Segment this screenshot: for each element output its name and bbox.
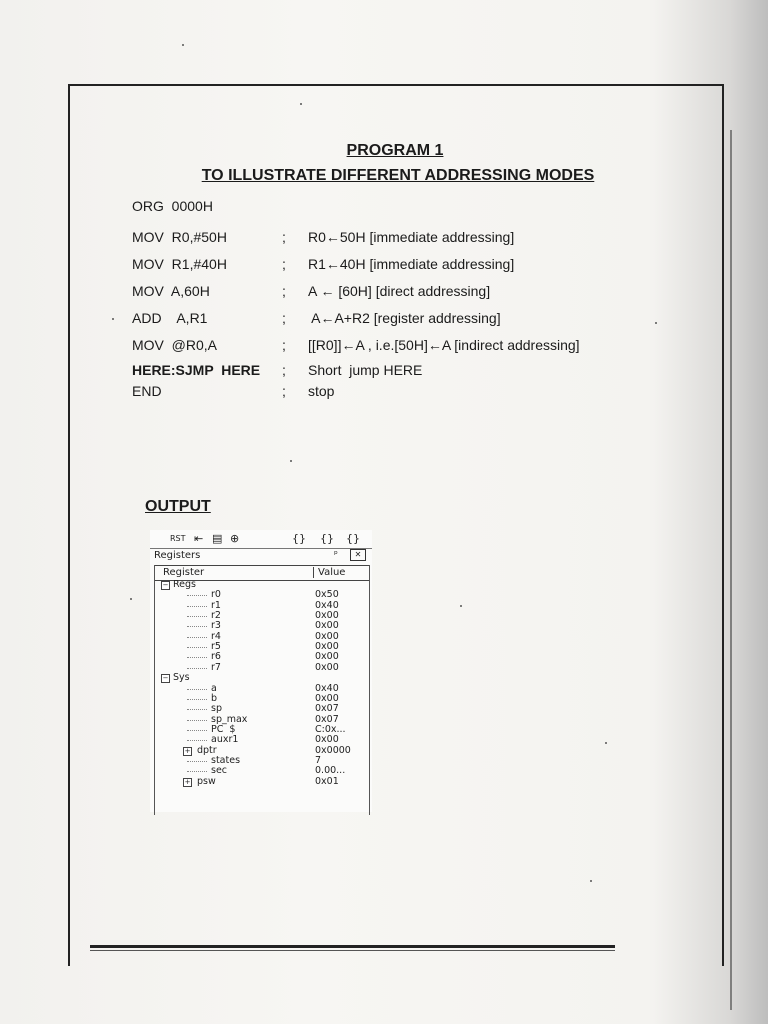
column-header-register: Register bbox=[163, 567, 205, 578]
collapse-icon[interactable]: − bbox=[162, 674, 169, 683]
tree-guide bbox=[187, 616, 207, 617]
register-value: 7 bbox=[315, 754, 322, 766]
register-value: 0x00 bbox=[315, 630, 339, 642]
reset-icon[interactable]: RST bbox=[170, 534, 186, 543]
register-name: r1 bbox=[211, 599, 221, 611]
tree-guide bbox=[187, 771, 207, 772]
register-value: 0x01 bbox=[315, 775, 339, 787]
register-name: sp_max bbox=[211, 713, 248, 725]
register-value: 0x00 bbox=[315, 734, 339, 746]
output-title: OUTPUT bbox=[145, 498, 211, 515]
register-value: 0x00 bbox=[315, 692, 339, 704]
assembly-code bbox=[132, 198, 692, 414]
registers-grid bbox=[154, 565, 370, 815]
register-value: 0x07 bbox=[315, 703, 339, 715]
register-name: auxr1 bbox=[211, 734, 239, 746]
comment: R1←40H [immediate addressing] bbox=[308, 256, 515, 272]
register-value: 0x00 bbox=[315, 620, 339, 632]
register-name: r3 bbox=[211, 620, 221, 632]
code-line bbox=[132, 383, 692, 410]
tree-guide bbox=[187, 647, 207, 648]
register-value: 0x50 bbox=[315, 589, 339, 601]
watch-icon[interactable]: ⊕ bbox=[230, 532, 240, 545]
tree-guide bbox=[187, 595, 207, 596]
tree-guide bbox=[187, 740, 207, 741]
scan-speck bbox=[605, 742, 607, 744]
register-name: PC $ bbox=[211, 723, 236, 735]
step-into-icon[interactable]: {} bbox=[292, 532, 306, 545]
registers-window bbox=[150, 530, 372, 812]
debug-toolbar bbox=[150, 530, 372, 549]
scan-speck bbox=[655, 322, 657, 324]
register-name: a bbox=[211, 682, 217, 694]
instruction: MOV @R0,A bbox=[132, 337, 218, 353]
pin-icon[interactable]: ᵖ bbox=[334, 550, 338, 560]
register-name: r4 bbox=[211, 630, 221, 642]
comment: R0←50H [immediate addressing] bbox=[308, 229, 515, 245]
comment: A ← [60H] [direct addressing] bbox=[308, 283, 491, 299]
tree-guide bbox=[187, 720, 207, 721]
register-value: 0x00 bbox=[315, 651, 339, 663]
bottom-rule bbox=[90, 945, 615, 948]
scan-speck bbox=[460, 605, 462, 607]
register-value: 0x00 bbox=[315, 610, 339, 622]
register-name: r0 bbox=[211, 589, 221, 601]
page-edge-shadow bbox=[730, 130, 732, 1010]
separator: ; bbox=[282, 310, 286, 326]
instruction: ORG 0000H bbox=[132, 198, 213, 214]
memory-icon[interactable]: ▤ bbox=[212, 532, 223, 545]
bottom-rule-thin bbox=[90, 950, 615, 951]
expand-icon[interactable]: + bbox=[184, 746, 191, 755]
register-name: b bbox=[211, 692, 218, 704]
register-value: 0x00 bbox=[315, 661, 339, 673]
registers-title: Registers bbox=[154, 550, 201, 561]
scan-speck bbox=[290, 460, 292, 462]
close-icon[interactable]: ✕ bbox=[350, 549, 366, 561]
register-name: states bbox=[211, 754, 241, 766]
code-line bbox=[132, 198, 692, 225]
separator: ; bbox=[282, 283, 286, 299]
tree-guide bbox=[187, 761, 207, 762]
register-row[interactable] bbox=[155, 746, 369, 756]
separator: ; bbox=[282, 383, 286, 399]
tree-guide bbox=[187, 606, 207, 607]
comment: [[R0]]←A , i.e.[50H]←A [indirect addressing] bbox=[308, 337, 580, 353]
register-name: r7 bbox=[211, 661, 221, 673]
code-line bbox=[132, 283, 692, 310]
tree-guide bbox=[187, 709, 207, 710]
register-value: 0x0000 bbox=[315, 744, 351, 756]
code-line bbox=[132, 256, 692, 283]
register-value: 0x40 bbox=[315, 599, 339, 611]
separator: ; bbox=[282, 256, 286, 272]
register-value: 0x00 bbox=[315, 641, 339, 653]
tree-guide bbox=[187, 730, 207, 731]
column-header-value: Value bbox=[313, 567, 370, 578]
expand-icon[interactable]: + bbox=[184, 777, 191, 786]
register-name: dptr bbox=[197, 744, 217, 756]
register-value: C:0x... bbox=[315, 723, 346, 735]
register-row[interactable] bbox=[155, 673, 369, 683]
code-line bbox=[132, 337, 692, 364]
instruction: ADD A,R1 bbox=[132, 310, 208, 326]
separator: ; bbox=[282, 337, 286, 353]
comment: A←A+R2 [register addressing] bbox=[308, 310, 501, 326]
register-value: 0.00... bbox=[315, 765, 346, 777]
scan-speck bbox=[590, 880, 592, 882]
scan-speck bbox=[300, 103, 302, 105]
tree-guide bbox=[187, 626, 207, 627]
separator: ; bbox=[282, 229, 286, 245]
register-name: Regs bbox=[173, 579, 196, 590]
register-name: r2 bbox=[211, 610, 221, 622]
scan-speck bbox=[182, 44, 184, 46]
scan-speck bbox=[130, 598, 132, 600]
tree-guide bbox=[187, 699, 207, 700]
step-out-icon[interactable]: {} bbox=[346, 532, 360, 545]
register-name: r5 bbox=[211, 641, 221, 653]
code-line bbox=[132, 229, 692, 256]
register-name: psw bbox=[197, 775, 216, 787]
register-name: sec bbox=[211, 765, 228, 777]
scan-speck bbox=[112, 318, 114, 320]
comment: stop bbox=[308, 383, 335, 399]
tree-guide bbox=[187, 668, 207, 669]
tree-guide bbox=[187, 637, 207, 638]
program-title: PROGRAM 1 bbox=[346, 142, 444, 159]
register-name: Sys bbox=[173, 672, 190, 684]
register-name: r6 bbox=[211, 651, 221, 663]
step-over-icon[interactable]: {} bbox=[320, 532, 334, 545]
instruction: END bbox=[132, 383, 162, 399]
instruction: MOV R0,#50H bbox=[132, 229, 227, 245]
register-value: 0x40 bbox=[315, 682, 339, 694]
program-subtitle: TO ILLUSTRATE DIFFERENT ADDRESSING MODES bbox=[201, 167, 595, 184]
tree-guide bbox=[187, 657, 207, 658]
register-name: sp bbox=[211, 703, 222, 715]
register-row[interactable] bbox=[155, 777, 369, 787]
instruction: MOV R1,#40H bbox=[132, 256, 227, 272]
comment: Short jump HERE bbox=[308, 362, 423, 378]
collapse-icon[interactable]: − bbox=[162, 581, 169, 589]
separator: ; bbox=[282, 362, 286, 378]
tree-guide bbox=[187, 689, 207, 690]
code-line bbox=[132, 310, 692, 337]
register-value: 0x07 bbox=[315, 713, 339, 725]
instruction: MOV A,60H bbox=[132, 283, 210, 299]
step-icon[interactable]: ⇤ bbox=[194, 532, 204, 545]
instruction: HERE:SJMP HERE bbox=[132, 362, 261, 378]
